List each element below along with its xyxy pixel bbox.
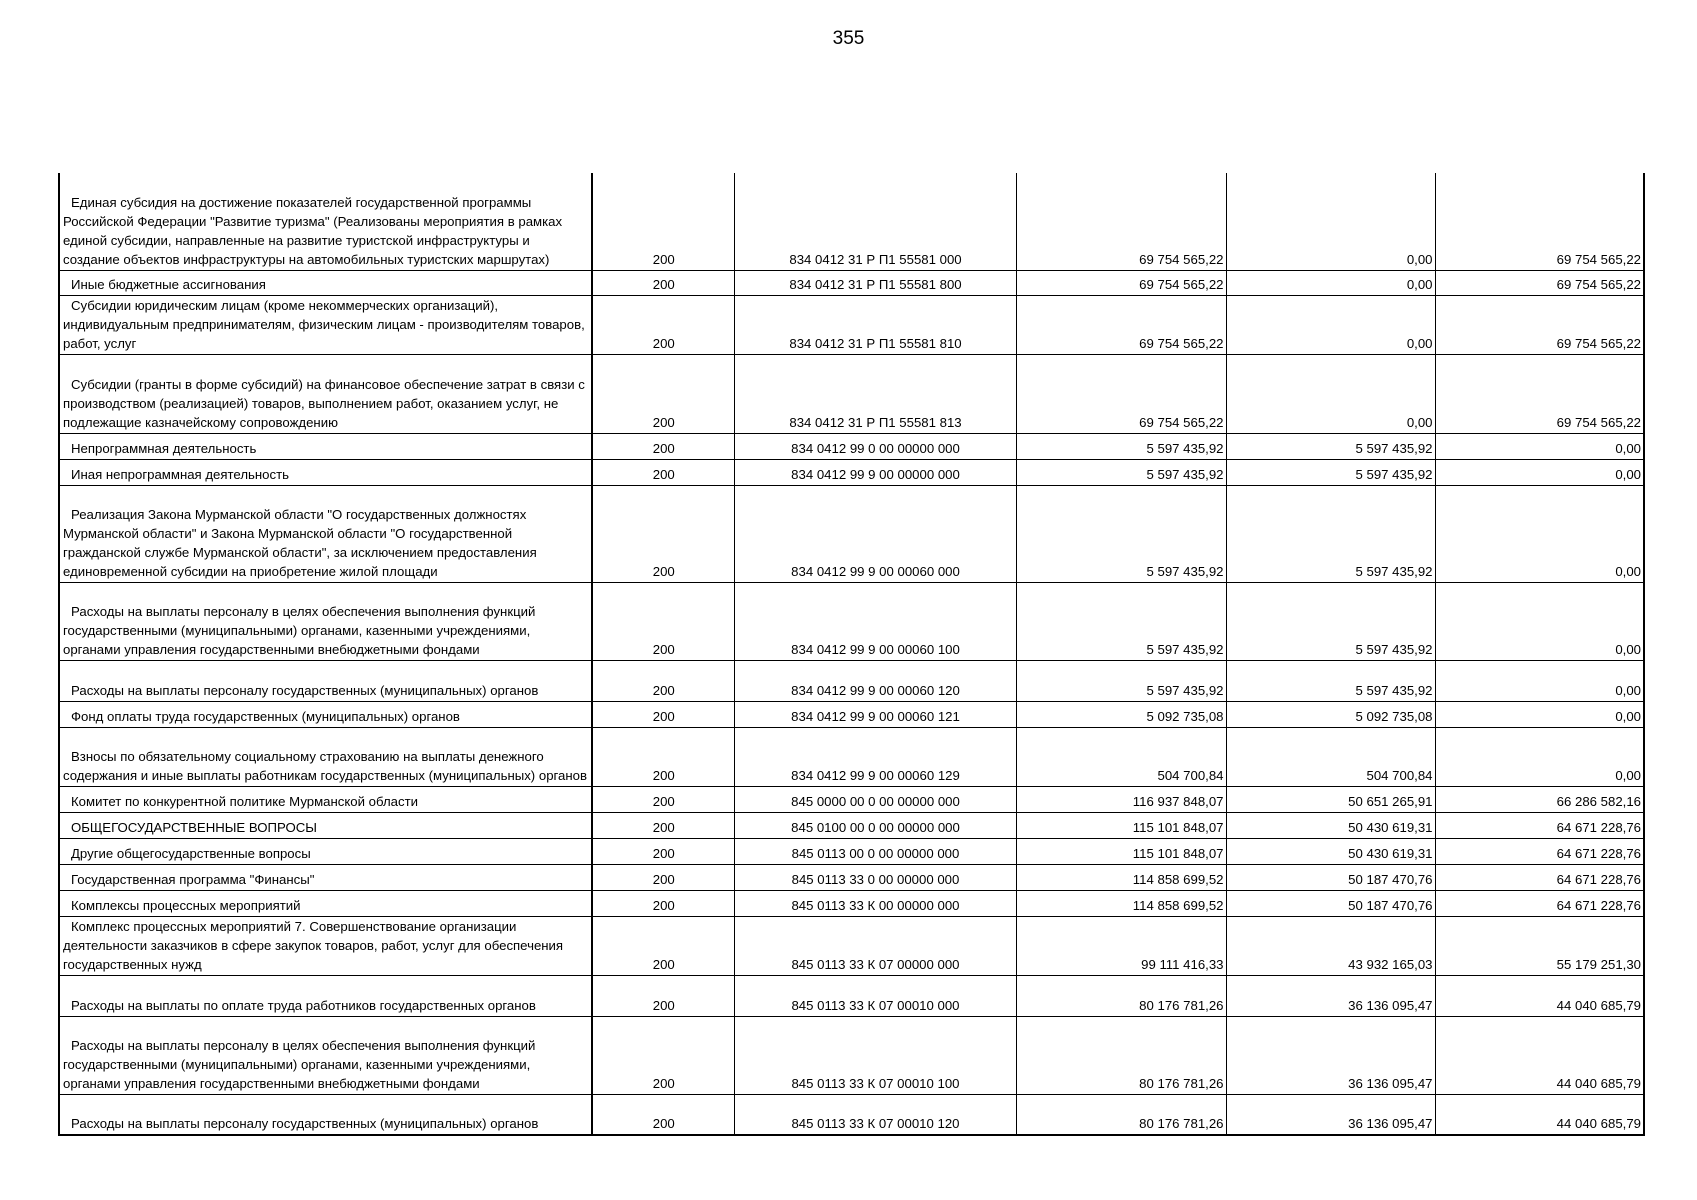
cell-budget-code: 845 0000 00 0 00 00000 000: [734, 786, 1016, 812]
cell-budget-code: 834 0412 99 9 00 00060 120: [734, 660, 1016, 701]
cell-name: [59, 270, 592, 295]
table-row: [59, 975, 1644, 1016]
row-label: Реализация Закона Мурманской области "О государственных должностях Мурманской области" и Закона Мурманской области "О государственной гражданской службе Мурманской области", за исключением предоставления единовременной субсидии на приобретение жилой площади: [63, 506, 537, 579]
cell-approved-amount: 5 092 735,08: [1016, 701, 1226, 727]
budget-execution-table: [58, 173, 1645, 1136]
table-row: [59, 173, 1644, 270]
cell-name: [59, 890, 592, 916]
table-row: [59, 433, 1644, 459]
cell-executed-amount: 36 136 095,47: [1226, 1016, 1435, 1094]
cell-budget-code: 834 0412 31 Р П1 55581 810: [734, 295, 1016, 354]
cell-unexecuted-amount: 0,00: [1435, 727, 1644, 786]
cell-executed-amount: 0,00: [1226, 354, 1435, 433]
cell-budget-code: 834 0412 99 9 00 00060 129: [734, 727, 1016, 786]
cell-unexecuted-amount: 64 671 228,76: [1435, 864, 1644, 890]
cell-unexecuted-amount: 64 671 228,76: [1435, 890, 1644, 916]
cell-name: [59, 812, 592, 838]
cell-executed-amount: 5 092 735,08: [1226, 701, 1435, 727]
row-label: Государственная программа "Финансы": [71, 871, 315, 887]
table-row: [59, 727, 1644, 786]
table-row: [59, 890, 1644, 916]
cell-executed-amount: 5 597 435,92: [1226, 660, 1435, 701]
cell-approved-amount: 5 597 435,92: [1016, 485, 1226, 582]
cell-approved-amount: 69 754 565,22: [1016, 295, 1226, 354]
table-row: [59, 786, 1644, 812]
table-row: [59, 582, 1644, 660]
row-label: Иная непрограммная деятельность: [71, 466, 290, 482]
cell-approved-amount: 116 937 848,07: [1016, 786, 1226, 812]
cell-name: [59, 701, 592, 727]
cell-unexecuted-amount: 44 040 685,79: [1435, 1094, 1644, 1135]
cell-budget-code: 834 0412 99 0 00 00000 000: [734, 433, 1016, 459]
cell-approved-amount: 5 597 435,92: [1016, 582, 1226, 660]
table-row: [59, 270, 1644, 295]
cell-status-code: 200: [592, 701, 734, 727]
cell-approved-amount: 69 754 565,22: [1016, 270, 1226, 295]
cell-executed-amount: 50 187 470,76: [1226, 864, 1435, 890]
cell-approved-amount: 80 176 781,26: [1016, 1016, 1226, 1094]
cell-executed-amount: 36 136 095,47: [1226, 975, 1435, 1016]
cell-unexecuted-amount: 64 671 228,76: [1435, 838, 1644, 864]
cell-approved-amount: 69 754 565,22: [1016, 173, 1226, 270]
cell-approved-amount: 80 176 781,26: [1016, 1094, 1226, 1135]
row-label: Расходы на выплаты персоналу в целях обеспечения выполнения функций государственными (муниципальными) органами, казенными учреждениями, органами управления государственными внебюджетными фондами: [63, 1037, 536, 1091]
cell-unexecuted-amount: 0,00: [1435, 701, 1644, 727]
cell-executed-amount: 50 430 619,31: [1226, 812, 1435, 838]
cell-status-code: 200: [592, 354, 734, 433]
cell-name: [59, 433, 592, 459]
cell-unexecuted-amount: 69 754 565,22: [1435, 354, 1644, 433]
cell-executed-amount: 50 430 619,31: [1226, 838, 1435, 864]
cell-name: [59, 173, 592, 270]
row-label: Комплекс процессных мероприятий 7. Совершенствование организации деятельности заказчиков в сфере закупок товаров, работ, услуг для обеспечения государственных нужд: [63, 918, 564, 972]
cell-approved-amount: 80 176 781,26: [1016, 975, 1226, 1016]
row-label: Взносы по обязательному социальному страхованию на выплаты денежного содержания и иные выплаты работникам государственных (муниципальных) органов: [63, 748, 588, 783]
row-label: Иные бюджетные ассигнования: [71, 276, 266, 292]
cell-unexecuted-amount: 0,00: [1435, 660, 1644, 701]
cell-budget-code: 834 0412 99 9 00 00060 100: [734, 582, 1016, 660]
cell-executed-amount: 50 187 470,76: [1226, 890, 1435, 916]
cell-unexecuted-amount: 69 754 565,22: [1435, 270, 1644, 295]
cell-name: [59, 838, 592, 864]
cell-executed-amount: 5 597 435,92: [1226, 485, 1435, 582]
cell-status-code: 200: [592, 890, 734, 916]
row-label: Расходы на выплаты персоналу в целях обеспечения выполнения функций государственными (муниципальными) органами, казенными учреждениями, органами управления государственными внебюджетными фондами: [63, 603, 536, 657]
cell-unexecuted-amount: 0,00: [1435, 485, 1644, 582]
cell-name: [59, 864, 592, 890]
cell-name: [59, 916, 592, 975]
row-label: ОБЩЕГОСУДАРСТВЕННЫЕ ВОПРОСЫ: [71, 819, 317, 835]
table-row: [59, 916, 1644, 975]
row-label: Расходы на выплаты по оплате труда работников государственных органов: [71, 997, 536, 1013]
row-label: Расходы на выплаты персоналу государственных (муниципальных) органов: [71, 1116, 539, 1131]
cell-name: [59, 727, 592, 786]
row-label: Субсидии (гранты в форме субсидий) на финансовое обеспечение затрат в связи с производством (реализацией) товаров, выполнением работ, оказанием услуг, не подлежащие казначейскому сопровождению: [63, 376, 585, 430]
cell-status-code: 200: [592, 660, 734, 701]
cell-executed-amount: 504 700,84: [1226, 727, 1435, 786]
cell-approved-amount: 5 597 435,92: [1016, 660, 1226, 701]
cell-executed-amount: 43 932 165,03: [1226, 916, 1435, 975]
row-label: Комитет по конкурентной политике Мурманской области: [71, 793, 418, 809]
cell-status-code: 200: [592, 975, 734, 1016]
cell-status-code: 200: [592, 459, 734, 485]
row-label: Единая субсидия на достижение показателей государственной программы Российской Федерации "Развитие туризма" (Реализованы мероприятия в рамках единой субсидии, направленные на развитие туристской инфраструктуры и создание объектов инфраструктуры на автомобильных туристских маршрутах): [63, 194, 563, 267]
cell-budget-code: 834 0412 99 9 00 00060 121: [734, 701, 1016, 727]
cell-budget-code: 845 0113 33 К 07 00010 000: [734, 975, 1016, 1016]
cell-executed-amount: 50 651 265,91: [1226, 786, 1435, 812]
cell-unexecuted-amount: 69 754 565,22: [1435, 173, 1644, 270]
cell-approved-amount: 5 597 435,92: [1016, 433, 1226, 459]
cell-status-code: 200: [592, 727, 734, 786]
cell-budget-code: 845 0113 33 К 00 00000 000: [734, 890, 1016, 916]
cell-name: [59, 786, 592, 812]
cell-status-code: 200: [592, 838, 734, 864]
cell-status-code: 200: [592, 864, 734, 890]
cell-unexecuted-amount: 0,00: [1435, 433, 1644, 459]
cell-name: [59, 1016, 592, 1094]
cell-approved-amount: 115 101 848,07: [1016, 812, 1226, 838]
cell-budget-code: 845 0113 33 К 07 00010 100: [734, 1016, 1016, 1094]
cell-unexecuted-amount: 66 286 582,16: [1435, 786, 1644, 812]
cell-status-code: 200: [592, 916, 734, 975]
cell-name: [59, 295, 592, 354]
cell-name: [59, 459, 592, 485]
cell-executed-amount: 0,00: [1226, 295, 1435, 354]
cell-approved-amount: 115 101 848,07: [1016, 838, 1226, 864]
cell-budget-code: 845 0113 33 0 00 00000 000: [734, 864, 1016, 890]
table-row: [59, 701, 1644, 727]
cell-approved-amount: 99 111 416,33: [1016, 916, 1226, 975]
row-label: Другие общегосударственные вопросы: [71, 845, 311, 861]
cell-status-code: 200: [592, 582, 734, 660]
cell-status-code: 200: [592, 433, 734, 459]
row-label: Комплексы процессных мероприятий: [71, 897, 301, 913]
cell-budget-code: 845 0113 33 К 07 00000 000: [734, 916, 1016, 975]
table-row: [59, 354, 1644, 433]
cell-name: [59, 582, 592, 660]
cell-budget-code: 845 0100 00 0 00 00000 000: [734, 812, 1016, 838]
cell-approved-amount: 504 700,84: [1016, 727, 1226, 786]
cell-name: [59, 975, 592, 1016]
cell-status-code: 200: [592, 1094, 734, 1135]
row-label: Субсидии юридическим лицам (кроме некоммерческих организаций), индивидуальным предпринимателям, физическим лицам - производителям товаров, работ, услуг: [63, 297, 585, 351]
cell-unexecuted-amount: 64 671 228,76: [1435, 812, 1644, 838]
cell-budget-code: 834 0412 31 Р П1 55581 813: [734, 354, 1016, 433]
cell-unexecuted-amount: 44 040 685,79: [1435, 1016, 1644, 1094]
table-row: [59, 459, 1644, 485]
cell-unexecuted-amount: 69 754 565,22: [1435, 295, 1644, 354]
cell-name: [59, 485, 592, 582]
cell-unexecuted-amount: 44 040 685,79: [1435, 975, 1644, 1016]
cell-executed-amount: 5 597 435,92: [1226, 433, 1435, 459]
table-row: [59, 1094, 1644, 1135]
table-row: [59, 660, 1644, 701]
row-label: Расходы на выплаты персоналу государственных (муниципальных) органов: [71, 682, 539, 698]
cell-name: [59, 354, 592, 433]
cell-status-code: 200: [592, 812, 734, 838]
cell-executed-amount: 36 136 095,47: [1226, 1094, 1435, 1135]
table-row: [59, 295, 1644, 354]
table-row: [59, 838, 1644, 864]
cell-budget-code: 834 0412 31 Р П1 55581 000: [734, 173, 1016, 270]
cell-status-code: 200: [592, 270, 734, 295]
cell-status-code: 200: [592, 786, 734, 812]
cell-executed-amount: 0,00: [1226, 173, 1435, 270]
cell-unexecuted-amount: 0,00: [1435, 459, 1644, 485]
cell-budget-code: 845 0113 00 0 00 00000 000: [734, 838, 1016, 864]
cell-status-code: 200: [592, 485, 734, 582]
cell-executed-amount: 5 597 435,92: [1226, 459, 1435, 485]
row-label: Фонд оплаты труда государственных (муниципальных) органов: [71, 708, 460, 724]
cell-name: [59, 660, 592, 701]
table-body: [59, 173, 1644, 1135]
table-row: [59, 1016, 1644, 1094]
cell-approved-amount: 69 754 565,22: [1016, 354, 1226, 433]
cell-budget-code: 845 0113 33 К 07 00010 120: [734, 1094, 1016, 1135]
cell-approved-amount: 114 858 699,52: [1016, 890, 1226, 916]
cell-executed-amount: 0,00: [1226, 270, 1435, 295]
cell-status-code: 200: [592, 295, 734, 354]
cell-status-code: 200: [592, 173, 734, 270]
page-number: 355: [832, 28, 865, 49]
cell-approved-amount: 114 858 699,52: [1016, 864, 1226, 890]
cell-status-code: 200: [592, 1016, 734, 1094]
cell-unexecuted-amount: 55 179 251,30: [1435, 916, 1644, 975]
table-row: [59, 812, 1644, 838]
cell-unexecuted-amount: 0,00: [1435, 582, 1644, 660]
cell-name: [59, 1094, 592, 1135]
row-label: Непрограммная деятельность: [71, 440, 257, 456]
cell-executed-amount: 5 597 435,92: [1226, 582, 1435, 660]
table-row: [59, 485, 1644, 582]
table-row: [59, 864, 1644, 890]
cell-budget-code: 834 0412 99 9 00 00000 000: [734, 459, 1016, 485]
cell-budget-code: 834 0412 99 9 00 00060 000: [734, 485, 1016, 582]
cell-budget-code: 834 0412 31 Р П1 55581 800: [734, 270, 1016, 295]
cell-approved-amount: 5 597 435,92: [1016, 459, 1226, 485]
